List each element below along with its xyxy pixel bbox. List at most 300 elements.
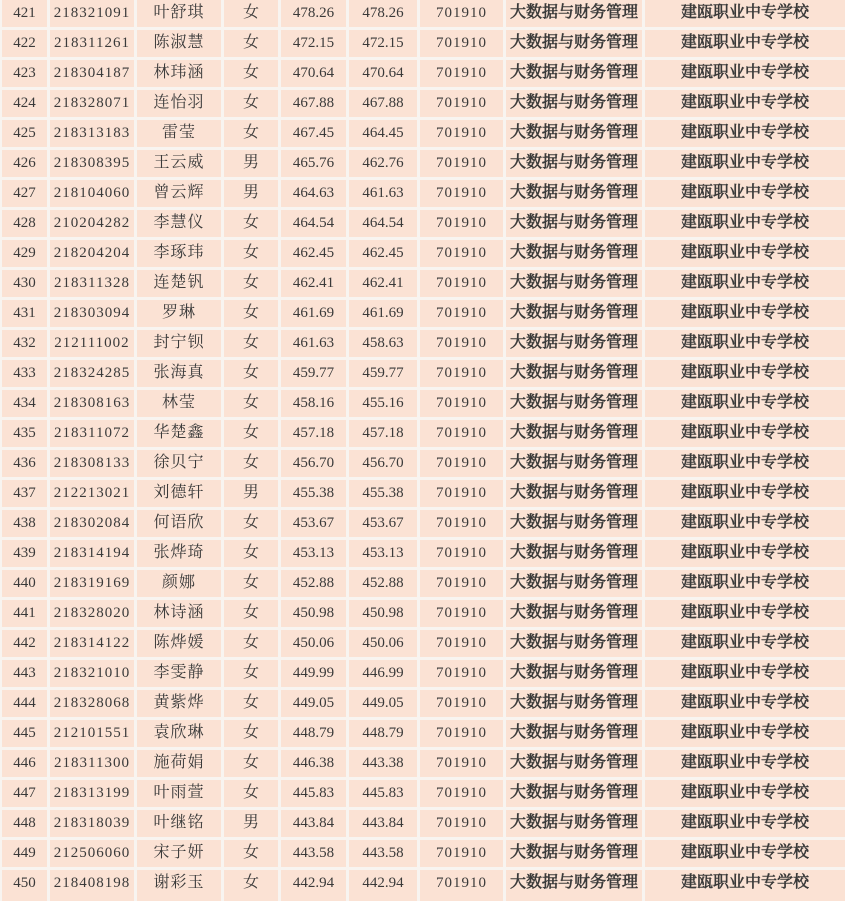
cell-student-name[interactable]: 陈烨媛 <box>137 630 224 660</box>
cell-major-name[interactable]: 大数据与财务管理 <box>506 390 645 420</box>
cell-school-name[interactable]: 建瓯职业中专学校 <box>645 450 845 480</box>
cell-major-code[interactable]: 701910 <box>420 300 506 330</box>
cell-gender[interactable]: 男 <box>224 480 281 510</box>
cell-score-second[interactable]: 462.41 <box>349 270 420 300</box>
cell-score-second[interactable]: 453.13 <box>349 540 420 570</box>
cell-gender[interactable]: 女 <box>224 210 281 240</box>
cell-school-name[interactable]: 建瓯职业中专学校 <box>645 660 845 690</box>
cell-student-id[interactable]: 218308133 <box>50 450 137 480</box>
cell-row-number[interactable]: 428 <box>0 210 50 240</box>
cell-score-second[interactable]: 478.26 <box>349 0 420 30</box>
cell-row-number[interactable]: 425 <box>0 120 50 150</box>
cell-major-code[interactable]: 701910 <box>420 420 506 450</box>
cell-score-first[interactable]: 465.76 <box>281 150 349 180</box>
cell-row-number[interactable]: 426 <box>0 150 50 180</box>
cell-score-first[interactable]: 450.06 <box>281 630 349 660</box>
cell-student-id[interactable]: 218204204 <box>50 240 137 270</box>
cell-student-name[interactable]: 黄紫烨 <box>137 690 224 720</box>
table-row <box>0 240 845 270</box>
cell-row-number[interactable]: 424 <box>0 90 50 120</box>
cell-score-second[interactable]: 470.64 <box>349 60 420 90</box>
cell-row-number[interactable]: 430 <box>0 270 50 300</box>
cell-score-second[interactable]: 443.58 <box>349 840 420 870</box>
cell-row-number[interactable]: 437 <box>0 480 50 510</box>
cell-gender[interactable]: 女 <box>224 750 281 780</box>
cell-gender[interactable]: 女 <box>224 840 281 870</box>
cell-school-name[interactable]: 建瓯职业中专学校 <box>645 870 845 901</box>
cell-student-name[interactable]: 林莹 <box>137 390 224 420</box>
cell-student-name[interactable]: 徐贝宁 <box>137 450 224 480</box>
cell-student-name[interactable]: 张海真 <box>137 360 224 390</box>
cell-score-first[interactable]: 458.16 <box>281 390 349 420</box>
cell-major-name[interactable]: 大数据与财务管理 <box>506 750 645 780</box>
cell-gender[interactable]: 女 <box>224 120 281 150</box>
cell-row-number[interactable]: 438 <box>0 510 50 540</box>
cell-school-name[interactable]: 建瓯职业中专学校 <box>645 210 845 240</box>
cell-major-code[interactable]: 701910 <box>420 60 506 90</box>
cell-score-second[interactable]: 450.06 <box>349 630 420 660</box>
cell-major-code[interactable]: 701910 <box>420 570 506 600</box>
cell-major-code[interactable]: 701910 <box>420 90 506 120</box>
cell-major-name[interactable]: 大数据与财务管理 <box>506 0 645 30</box>
cell-gender[interactable]: 女 <box>224 870 281 901</box>
cell-school-name[interactable]: 建瓯职业中专学校 <box>645 120 845 150</box>
cell-row-number[interactable]: 450 <box>0 870 50 901</box>
cell-major-name[interactable]: 大数据与财务管理 <box>506 210 645 240</box>
table-row <box>0 90 845 120</box>
cell-gender[interactable]: 女 <box>224 300 281 330</box>
cell-score-first[interactable]: 467.88 <box>281 90 349 120</box>
cell-major-code[interactable]: 701910 <box>420 630 506 660</box>
cell-student-name[interactable]: 谢彩玉 <box>137 870 224 901</box>
cell-row-number[interactable]: 443 <box>0 660 50 690</box>
cell-major-code[interactable]: 701910 <box>420 810 506 840</box>
cell-school-name[interactable]: 建瓯职业中专学校 <box>645 630 845 660</box>
cell-major-name[interactable]: 大数据与财务管理 <box>506 90 645 120</box>
cell-major-name[interactable]: 大数据与财务管理 <box>506 780 645 810</box>
table-row <box>0 300 845 330</box>
cell-gender[interactable]: 女 <box>224 60 281 90</box>
cell-student-name[interactable]: 张烨琦 <box>137 540 224 570</box>
cell-score-second[interactable]: 448.79 <box>349 720 420 750</box>
cell-student-id[interactable]: 218308163 <box>50 390 137 420</box>
table-row <box>0 210 845 240</box>
cell-gender[interactable]: 女 <box>224 390 281 420</box>
cell-student-id[interactable]: 210204282 <box>50 210 137 240</box>
table-row <box>0 120 845 150</box>
cell-score-first[interactable]: 478.26 <box>281 0 349 30</box>
cell-row-number[interactable]: 436 <box>0 450 50 480</box>
cell-school-name[interactable]: 建瓯职业中专学校 <box>645 270 845 300</box>
cell-student-id[interactable]: 212111002 <box>50 330 137 360</box>
cell-student-id[interactable]: 218324285 <box>50 360 137 390</box>
cell-student-id[interactable]: 212506060 <box>50 840 137 870</box>
cell-score-second[interactable]: 457.18 <box>349 420 420 450</box>
cell-score-first[interactable]: 450.98 <box>281 600 349 630</box>
cell-school-name[interactable]: 建瓯职业中专学校 <box>645 600 845 630</box>
cell-major-name[interactable]: 大数据与财务管理 <box>506 690 645 720</box>
cell-row-number[interactable]: 442 <box>0 630 50 660</box>
cell-student-id[interactable]: 218328068 <box>50 690 137 720</box>
table-row <box>0 600 845 630</box>
cell-score-second[interactable]: 462.45 <box>349 240 420 270</box>
table-row <box>0 660 845 690</box>
cell-major-name[interactable]: 大数据与财务管理 <box>506 300 645 330</box>
cell-student-id[interactable]: 218314122 <box>50 630 137 660</box>
cell-gender[interactable]: 女 <box>224 570 281 600</box>
cell-student-name[interactable]: 宋子妍 <box>137 840 224 870</box>
cell-score-first[interactable]: 453.13 <box>281 540 349 570</box>
cell-major-code[interactable]: 701910 <box>420 510 506 540</box>
table-row <box>0 750 845 780</box>
cell-score-second[interactable]: 446.99 <box>349 660 420 690</box>
cell-score-second[interactable]: 450.98 <box>349 600 420 630</box>
cell-gender[interactable]: 女 <box>224 240 281 270</box>
cell-student-id[interactable]: 212213021 <box>50 480 137 510</box>
cell-major-name[interactable]: 大数据与财务管理 <box>506 60 645 90</box>
cell-major-name[interactable]: 大数据与财务管理 <box>506 360 645 390</box>
cell-score-first[interactable]: 461.69 <box>281 300 349 330</box>
cell-row-number[interactable]: 427 <box>0 180 50 210</box>
cell-student-id[interactable]: 212101551 <box>50 720 137 750</box>
cell-student-id[interactable]: 218313199 <box>50 780 137 810</box>
cell-gender[interactable]: 女 <box>224 420 281 450</box>
cell-score-first[interactable]: 448.79 <box>281 720 349 750</box>
cell-major-code[interactable]: 701910 <box>420 180 506 210</box>
cell-student-name[interactable]: 李琢玮 <box>137 240 224 270</box>
cell-row-number[interactable]: 423 <box>0 60 50 90</box>
cell-school-name[interactable]: 建瓯职业中专学校 <box>645 180 845 210</box>
cell-school-name[interactable]: 建瓯职业中专学校 <box>645 300 845 330</box>
cell-score-second[interactable]: 464.54 <box>349 210 420 240</box>
cell-major-name[interactable]: 大数据与财务管理 <box>506 450 645 480</box>
cell-major-code[interactable]: 701910 <box>420 330 506 360</box>
cell-school-name[interactable]: 建瓯职业中专学校 <box>645 750 845 780</box>
cell-school-name[interactable]: 建瓯职业中专学校 <box>645 480 845 510</box>
cell-row-number[interactable]: 435 <box>0 420 50 450</box>
cell-row-number[interactable]: 429 <box>0 240 50 270</box>
cell-score-first[interactable]: 446.38 <box>281 750 349 780</box>
cell-major-code[interactable]: 701910 <box>420 600 506 630</box>
cell-student-name[interactable]: 叶继铭 <box>137 810 224 840</box>
cell-score-second[interactable]: 452.88 <box>349 570 420 600</box>
cell-score-second[interactable]: 455.16 <box>349 390 420 420</box>
table-row <box>0 450 845 480</box>
table-row <box>0 390 845 420</box>
cell-student-id[interactable]: 218311072 <box>50 420 137 450</box>
cell-student-id[interactable]: 218328071 <box>50 90 137 120</box>
table-row <box>0 720 845 750</box>
cell-gender[interactable]: 女 <box>224 510 281 540</box>
cell-score-second[interactable]: 458.63 <box>349 330 420 360</box>
cell-gender[interactable]: 女 <box>224 660 281 690</box>
cell-row-number[interactable]: 445 <box>0 720 50 750</box>
cell-score-second[interactable]: 472.15 <box>349 30 420 60</box>
table-row <box>0 30 845 60</box>
cell-major-code[interactable]: 701910 <box>420 660 506 690</box>
cell-student-name[interactable]: 刘德轩 <box>137 480 224 510</box>
cell-major-code[interactable]: 701910 <box>420 210 506 240</box>
cell-major-name[interactable]: 大数据与财务管理 <box>506 420 645 450</box>
cell-gender[interactable]: 女 <box>224 720 281 750</box>
cell-score-first[interactable]: 464.63 <box>281 180 349 210</box>
cell-student-id[interactable]: 218311328 <box>50 270 137 300</box>
cell-score-second[interactable]: 461.69 <box>349 300 420 330</box>
cell-student-name[interactable]: 罗琳 <box>137 300 224 330</box>
cell-school-name[interactable]: 建瓯职业中专学校 <box>645 810 845 840</box>
cell-student-name[interactable]: 封宁钡 <box>137 330 224 360</box>
cell-row-number[interactable]: 448 <box>0 810 50 840</box>
cell-major-name[interactable]: 大数据与财务管理 <box>506 330 645 360</box>
cell-major-code[interactable]: 701910 <box>420 270 506 300</box>
cell-major-code[interactable]: 701910 <box>420 480 506 510</box>
cell-student-name[interactable]: 雷莹 <box>137 120 224 150</box>
cell-row-number[interactable]: 422 <box>0 30 50 60</box>
cell-row-number[interactable]: 432 <box>0 330 50 360</box>
table-row <box>0 570 845 600</box>
cell-score-first[interactable]: 462.41 <box>281 270 349 300</box>
cell-score-first[interactable]: 455.38 <box>281 480 349 510</box>
cell-student-name[interactable]: 连楚钒 <box>137 270 224 300</box>
cell-row-number[interactable]: 434 <box>0 390 50 420</box>
cell-row-number[interactable]: 449 <box>0 840 50 870</box>
cell-major-name[interactable]: 大数据与财务管理 <box>506 180 645 210</box>
cell-student-id[interactable]: 218311300 <box>50 750 137 780</box>
cell-student-name[interactable]: 曾云辉 <box>137 180 224 210</box>
cell-student-name[interactable]: 李雯静 <box>137 660 224 690</box>
table-row <box>0 840 845 870</box>
cell-gender[interactable]: 男 <box>224 180 281 210</box>
cell-row-number[interactable]: 439 <box>0 540 50 570</box>
cell-student-id[interactable]: 218321091 <box>50 0 137 30</box>
cell-school-name[interactable]: 建瓯职业中专学校 <box>645 570 845 600</box>
cell-row-number[interactable]: 447 <box>0 780 50 810</box>
cell-score-second[interactable]: 453.67 <box>349 510 420 540</box>
cell-school-name[interactable]: 建瓯职业中专学校 <box>645 510 845 540</box>
table-row <box>0 870 845 900</box>
cell-row-number[interactable]: 433 <box>0 360 50 390</box>
cell-gender[interactable]: 女 <box>224 330 281 360</box>
cell-score-second[interactable]: 443.84 <box>349 810 420 840</box>
cell-school-name[interactable]: 建瓯职业中专学校 <box>645 60 845 90</box>
cell-score-first[interactable]: 467.45 <box>281 120 349 150</box>
cell-score-first[interactable]: 456.70 <box>281 450 349 480</box>
table-row <box>0 0 845 30</box>
cell-major-code[interactable]: 701910 <box>420 840 506 870</box>
cell-student-id[interactable]: 218104060 <box>50 180 137 210</box>
cell-school-name[interactable]: 建瓯职业中专学校 <box>645 360 845 390</box>
cell-student-name[interactable]: 施荷娟 <box>137 750 224 780</box>
cell-student-id[interactable]: 218302084 <box>50 510 137 540</box>
cell-row-number[interactable]: 441 <box>0 600 50 630</box>
cell-gender[interactable]: 男 <box>224 150 281 180</box>
cell-major-code[interactable]: 701910 <box>420 240 506 270</box>
cell-score-first[interactable]: 470.64 <box>281 60 349 90</box>
cell-student-name[interactable]: 陈淑慧 <box>137 30 224 60</box>
cell-score-first[interactable]: 472.15 <box>281 30 349 60</box>
cell-school-name[interactable]: 建瓯职业中专学校 <box>645 90 845 120</box>
cell-school-name[interactable]: 建瓯职业中专学校 <box>645 390 845 420</box>
cell-student-id[interactable]: 218304187 <box>50 60 137 90</box>
cell-major-name[interactable]: 大数据与财务管理 <box>506 840 645 870</box>
cell-school-name[interactable]: 建瓯职业中专学校 <box>645 720 845 750</box>
cell-major-code[interactable]: 701910 <box>420 0 506 30</box>
cell-gender[interactable]: 女 <box>224 0 281 30</box>
cell-gender[interactable]: 女 <box>224 30 281 60</box>
table-row <box>0 60 845 90</box>
cell-student-name[interactable]: 叶舒琪 <box>137 0 224 30</box>
cell-row-number[interactable]: 446 <box>0 750 50 780</box>
cell-student-id[interactable]: 218311261 <box>50 30 137 60</box>
cell-score-second[interactable]: 443.38 <box>349 750 420 780</box>
cell-school-name[interactable]: 建瓯职业中专学校 <box>645 30 845 60</box>
cell-score-first[interactable]: 449.05 <box>281 690 349 720</box>
cell-school-name[interactable]: 建瓯职业中专学校 <box>645 840 845 870</box>
table-row <box>0 690 845 720</box>
cell-major-code[interactable]: 701910 <box>420 720 506 750</box>
cell-major-code[interactable]: 701910 <box>420 450 506 480</box>
cell-major-code[interactable]: 701910 <box>420 30 506 60</box>
cell-student-name[interactable]: 连怡羽 <box>137 90 224 120</box>
cell-school-name[interactable]: 建瓯职业中专学校 <box>645 240 845 270</box>
cell-gender[interactable]: 女 <box>224 90 281 120</box>
cell-score-first[interactable]: 453.67 <box>281 510 349 540</box>
cell-major-name[interactable]: 大数据与财务管理 <box>506 510 645 540</box>
cell-gender[interactable]: 女 <box>224 360 281 390</box>
cell-student-id[interactable]: 218308395 <box>50 150 137 180</box>
cell-student-id[interactable]: 218318039 <box>50 810 137 840</box>
table-row <box>0 360 845 390</box>
cell-gender[interactable]: 女 <box>224 690 281 720</box>
cell-major-name[interactable]: 大数据与财务管理 <box>506 240 645 270</box>
table-row <box>0 810 845 840</box>
cell-score-second[interactable]: 462.76 <box>349 150 420 180</box>
cell-major-code[interactable]: 701910 <box>420 870 506 901</box>
cell-score-first[interactable]: 462.45 <box>281 240 349 270</box>
cell-student-id[interactable]: 218313183 <box>50 120 137 150</box>
cell-student-name[interactable]: 颜娜 <box>137 570 224 600</box>
cell-school-name[interactable]: 建瓯职业中专学校 <box>645 690 845 720</box>
cell-gender[interactable]: 女 <box>224 630 281 660</box>
cell-row-number[interactable]: 440 <box>0 570 50 600</box>
cell-school-name[interactable]: 建瓯职业中专学校 <box>645 330 845 360</box>
cell-major-name[interactable]: 大数据与财务管理 <box>506 810 645 840</box>
cell-student-name[interactable]: 王云威 <box>137 150 224 180</box>
table-row <box>0 510 845 540</box>
cell-major-name[interactable]: 大数据与财务管理 <box>506 630 645 660</box>
cell-score-first[interactable]: 442.94 <box>281 870 349 901</box>
cell-score-second[interactable]: 467.88 <box>349 90 420 120</box>
cell-school-name[interactable]: 建瓯职业中专学校 <box>645 420 845 450</box>
cell-major-code[interactable]: 701910 <box>420 750 506 780</box>
cell-major-code[interactable]: 701910 <box>420 540 506 570</box>
cell-score-first[interactable]: 461.63 <box>281 330 349 360</box>
cell-gender[interactable]: 女 <box>224 600 281 630</box>
table-row <box>0 150 845 180</box>
cell-major-name[interactable]: 大数据与财务管理 <box>506 660 645 690</box>
cell-student-name[interactable]: 叶雨萱 <box>137 780 224 810</box>
cell-gender[interactable]: 女 <box>224 270 281 300</box>
cell-row-number[interactable]: 421 <box>0 0 50 30</box>
cell-school-name[interactable]: 建瓯职业中专学校 <box>645 150 845 180</box>
table-row <box>0 180 845 210</box>
cell-student-id[interactable]: 218314194 <box>50 540 137 570</box>
cell-student-id[interactable]: 218303094 <box>50 300 137 330</box>
cell-gender[interactable]: 女 <box>224 780 281 810</box>
cell-gender[interactable]: 女 <box>224 540 281 570</box>
cell-student-name[interactable]: 袁欣琳 <box>137 720 224 750</box>
cell-student-id[interactable]: 218321010 <box>50 660 137 690</box>
cell-major-code[interactable]: 701910 <box>420 360 506 390</box>
table-row <box>0 420 845 450</box>
cell-score-first[interactable]: 452.88 <box>281 570 349 600</box>
cell-score-second[interactable]: 445.83 <box>349 780 420 810</box>
cell-major-code[interactable]: 701910 <box>420 690 506 720</box>
cell-score-first[interactable]: 443.84 <box>281 810 349 840</box>
cell-student-name[interactable]: 李慧仪 <box>137 210 224 240</box>
cell-major-name[interactable]: 大数据与财务管理 <box>506 270 645 300</box>
cell-major-name[interactable]: 大数据与财务管理 <box>506 870 645 901</box>
table-row <box>0 270 845 300</box>
table-row <box>0 480 845 510</box>
cell-student-name[interactable]: 林玮涵 <box>137 60 224 90</box>
cell-score-second[interactable]: 456.70 <box>349 450 420 480</box>
cell-major-code[interactable]: 701910 <box>420 390 506 420</box>
cell-score-second[interactable]: 464.45 <box>349 120 420 150</box>
cell-major-code[interactable]: 701910 <box>420 780 506 810</box>
cell-score-first[interactable]: 459.77 <box>281 360 349 390</box>
cell-student-id[interactable]: 218328020 <box>50 600 137 630</box>
cell-score-first[interactable]: 445.83 <box>281 780 349 810</box>
cell-major-name[interactable]: 大数据与财务管理 <box>506 120 645 150</box>
cell-major-name[interactable]: 大数据与财务管理 <box>506 30 645 60</box>
cell-gender[interactable]: 男 <box>224 810 281 840</box>
cell-major-name[interactable]: 大数据与财务管理 <box>506 150 645 180</box>
cell-score-second[interactable]: 455.38 <box>349 480 420 510</box>
cell-row-number[interactable]: 431 <box>0 300 50 330</box>
cell-score-first[interactable]: 457.18 <box>281 420 349 450</box>
cell-student-id[interactable]: 218408198 <box>50 870 137 901</box>
cell-student-id[interactable]: 218319169 <box>50 570 137 600</box>
cell-score-second[interactable]: 449.05 <box>349 690 420 720</box>
cell-score-second[interactable]: 442.94 <box>349 870 420 901</box>
cell-major-name[interactable]: 大数据与财务管理 <box>506 600 645 630</box>
table-row <box>0 330 845 360</box>
cell-major-code[interactable]: 701910 <box>420 120 506 150</box>
cell-gender[interactable]: 女 <box>224 450 281 480</box>
cell-major-name[interactable]: 大数据与财务管理 <box>506 720 645 750</box>
cell-score-first[interactable]: 443.58 <box>281 840 349 870</box>
cell-score-first[interactable]: 449.99 <box>281 660 349 690</box>
cell-score-first[interactable]: 464.54 <box>281 210 349 240</box>
cell-major-name[interactable]: 大数据与财务管理 <box>506 570 645 600</box>
cell-score-second[interactable]: 459.77 <box>349 360 420 390</box>
cell-school-name[interactable]: 建瓯职业中专学校 <box>645 540 845 570</box>
cell-school-name[interactable]: 建瓯职业中专学校 <box>645 780 845 810</box>
table-row <box>0 540 845 570</box>
cell-student-name[interactable]: 华楚鑫 <box>137 420 224 450</box>
table-row <box>0 780 845 810</box>
cell-student-name[interactable]: 何语欣 <box>137 510 224 540</box>
cell-school-name[interactable]: 建瓯职业中专学校 <box>645 0 845 30</box>
cell-major-code[interactable]: 701910 <box>420 150 506 180</box>
cell-score-second[interactable]: 461.63 <box>349 180 420 210</box>
cell-student-name[interactable]: 林诗涵 <box>137 600 224 630</box>
cell-major-name[interactable]: 大数据与财务管理 <box>506 480 645 510</box>
cell-major-name[interactable]: 大数据与财务管理 <box>506 540 645 570</box>
table-row <box>0 630 845 660</box>
cell-row-number[interactable]: 444 <box>0 690 50 720</box>
